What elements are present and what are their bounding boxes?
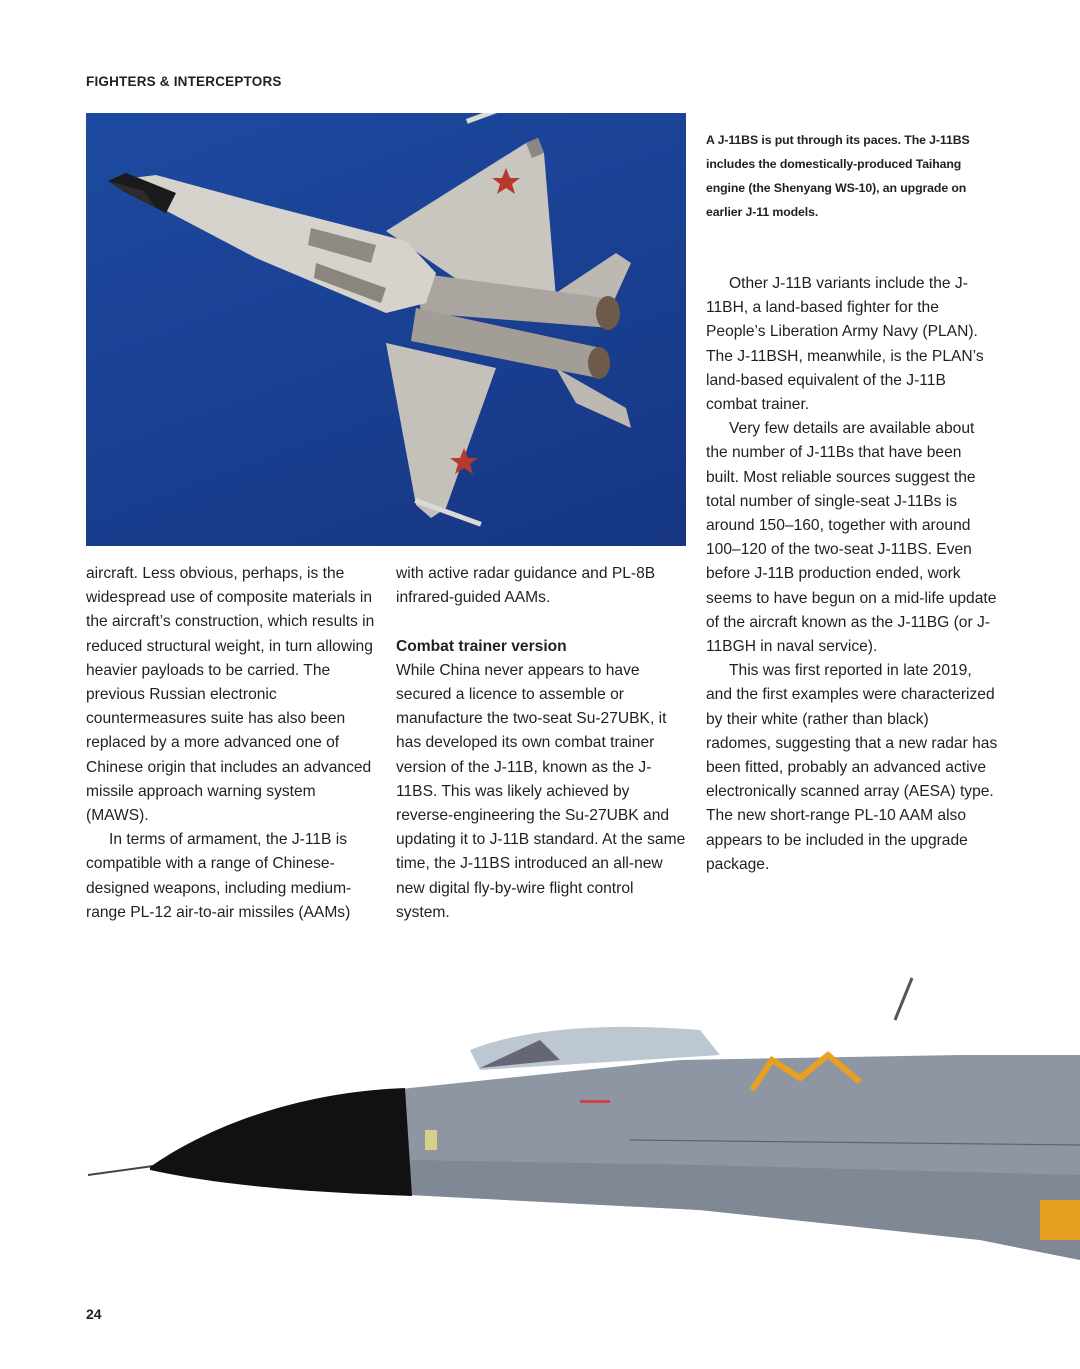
text-column-2 [396,562,688,925]
fighter-jet-illustration [86,113,686,546]
aircraft-profile-illustration [0,960,1080,1290]
paragraph: Other J-11B variants include the J-11BH, a land-based fighter for the People’s Liberation Army Navy (PLAN). The J-11BSH, meanwhile, is the PLAN’s land-based equivalent of the J-11B combat trainer. [706,275,984,414]
text-column-1 [86,562,378,925]
paragraph: Very few details are available about the number of J-11Bs that have been built. Most reliable sources suggest the total number of single-seat J-11Bs is around 150–160, together with around 100–120 of the two-seat J-11BS. Even before J-11B production ended, work seems to have begun on a mid-life update of the aircraft known as the J-11BG (or J-11BGH in naval service). [706,420,997,656]
section-heading: Combat trainer version [396,637,567,655]
paragraph: aircraft. Less obvious, perhaps, is the widespread use of composite materials in the aircraft’s construction, which results in reduced structural weight, in turn allowing heavier payloads to be carried. The previous Russian electronic countermeasures suite has also been replaced by a more advanced one of Chinese origin that includes an advanced missile approach warning system (MAWS). [86,565,375,825]
photo-caption: A J-11BS is put through its paces. The J-11BS includes the domestically-produced Taihang engine (the Shenyang WS-10), an upgrade on earlier J-11 models. [706,133,970,219]
paragraph: This was first reported in late 2019, and the first examples were characterized by their white (rather than black) radomes, suggesting that a new radar has been fitted, probably an advanced active electronically scanned array (AESA) type. The new short-range PL-10 AAM also appears to be included in the upgrade package. [706,662,998,873]
section-header: FIGHTERS & INTERCEPTORS [86,74,282,89]
page-number: 24 [86,1306,102,1322]
paragraph: In terms of armament, the J-11B is compatible with a range of Chinese-designed weapons, including medium-range PL-12 air-to-air missiles (AAMs) [86,831,352,921]
paragraph: While China never appears to have secured a licence to assemble or manufacture the two-seat Su-27UBK, it has developed its own combat trainer version of the J-11B, known as the J-11BS. This was likely achieved by reverse-engineering the Su-27UBK and updating it to J-11B standard. At the same time, the J-11BS introduced an all-new new digital fly-by-wire flight control system. [396,661,686,921]
text-column-3 [706,272,998,877]
jet-nose-profile [0,960,1080,1290]
aircraft-photo [86,113,686,546]
paragraph: with active radar guidance and PL-8B infrared-guided AAMs. [396,565,656,607]
